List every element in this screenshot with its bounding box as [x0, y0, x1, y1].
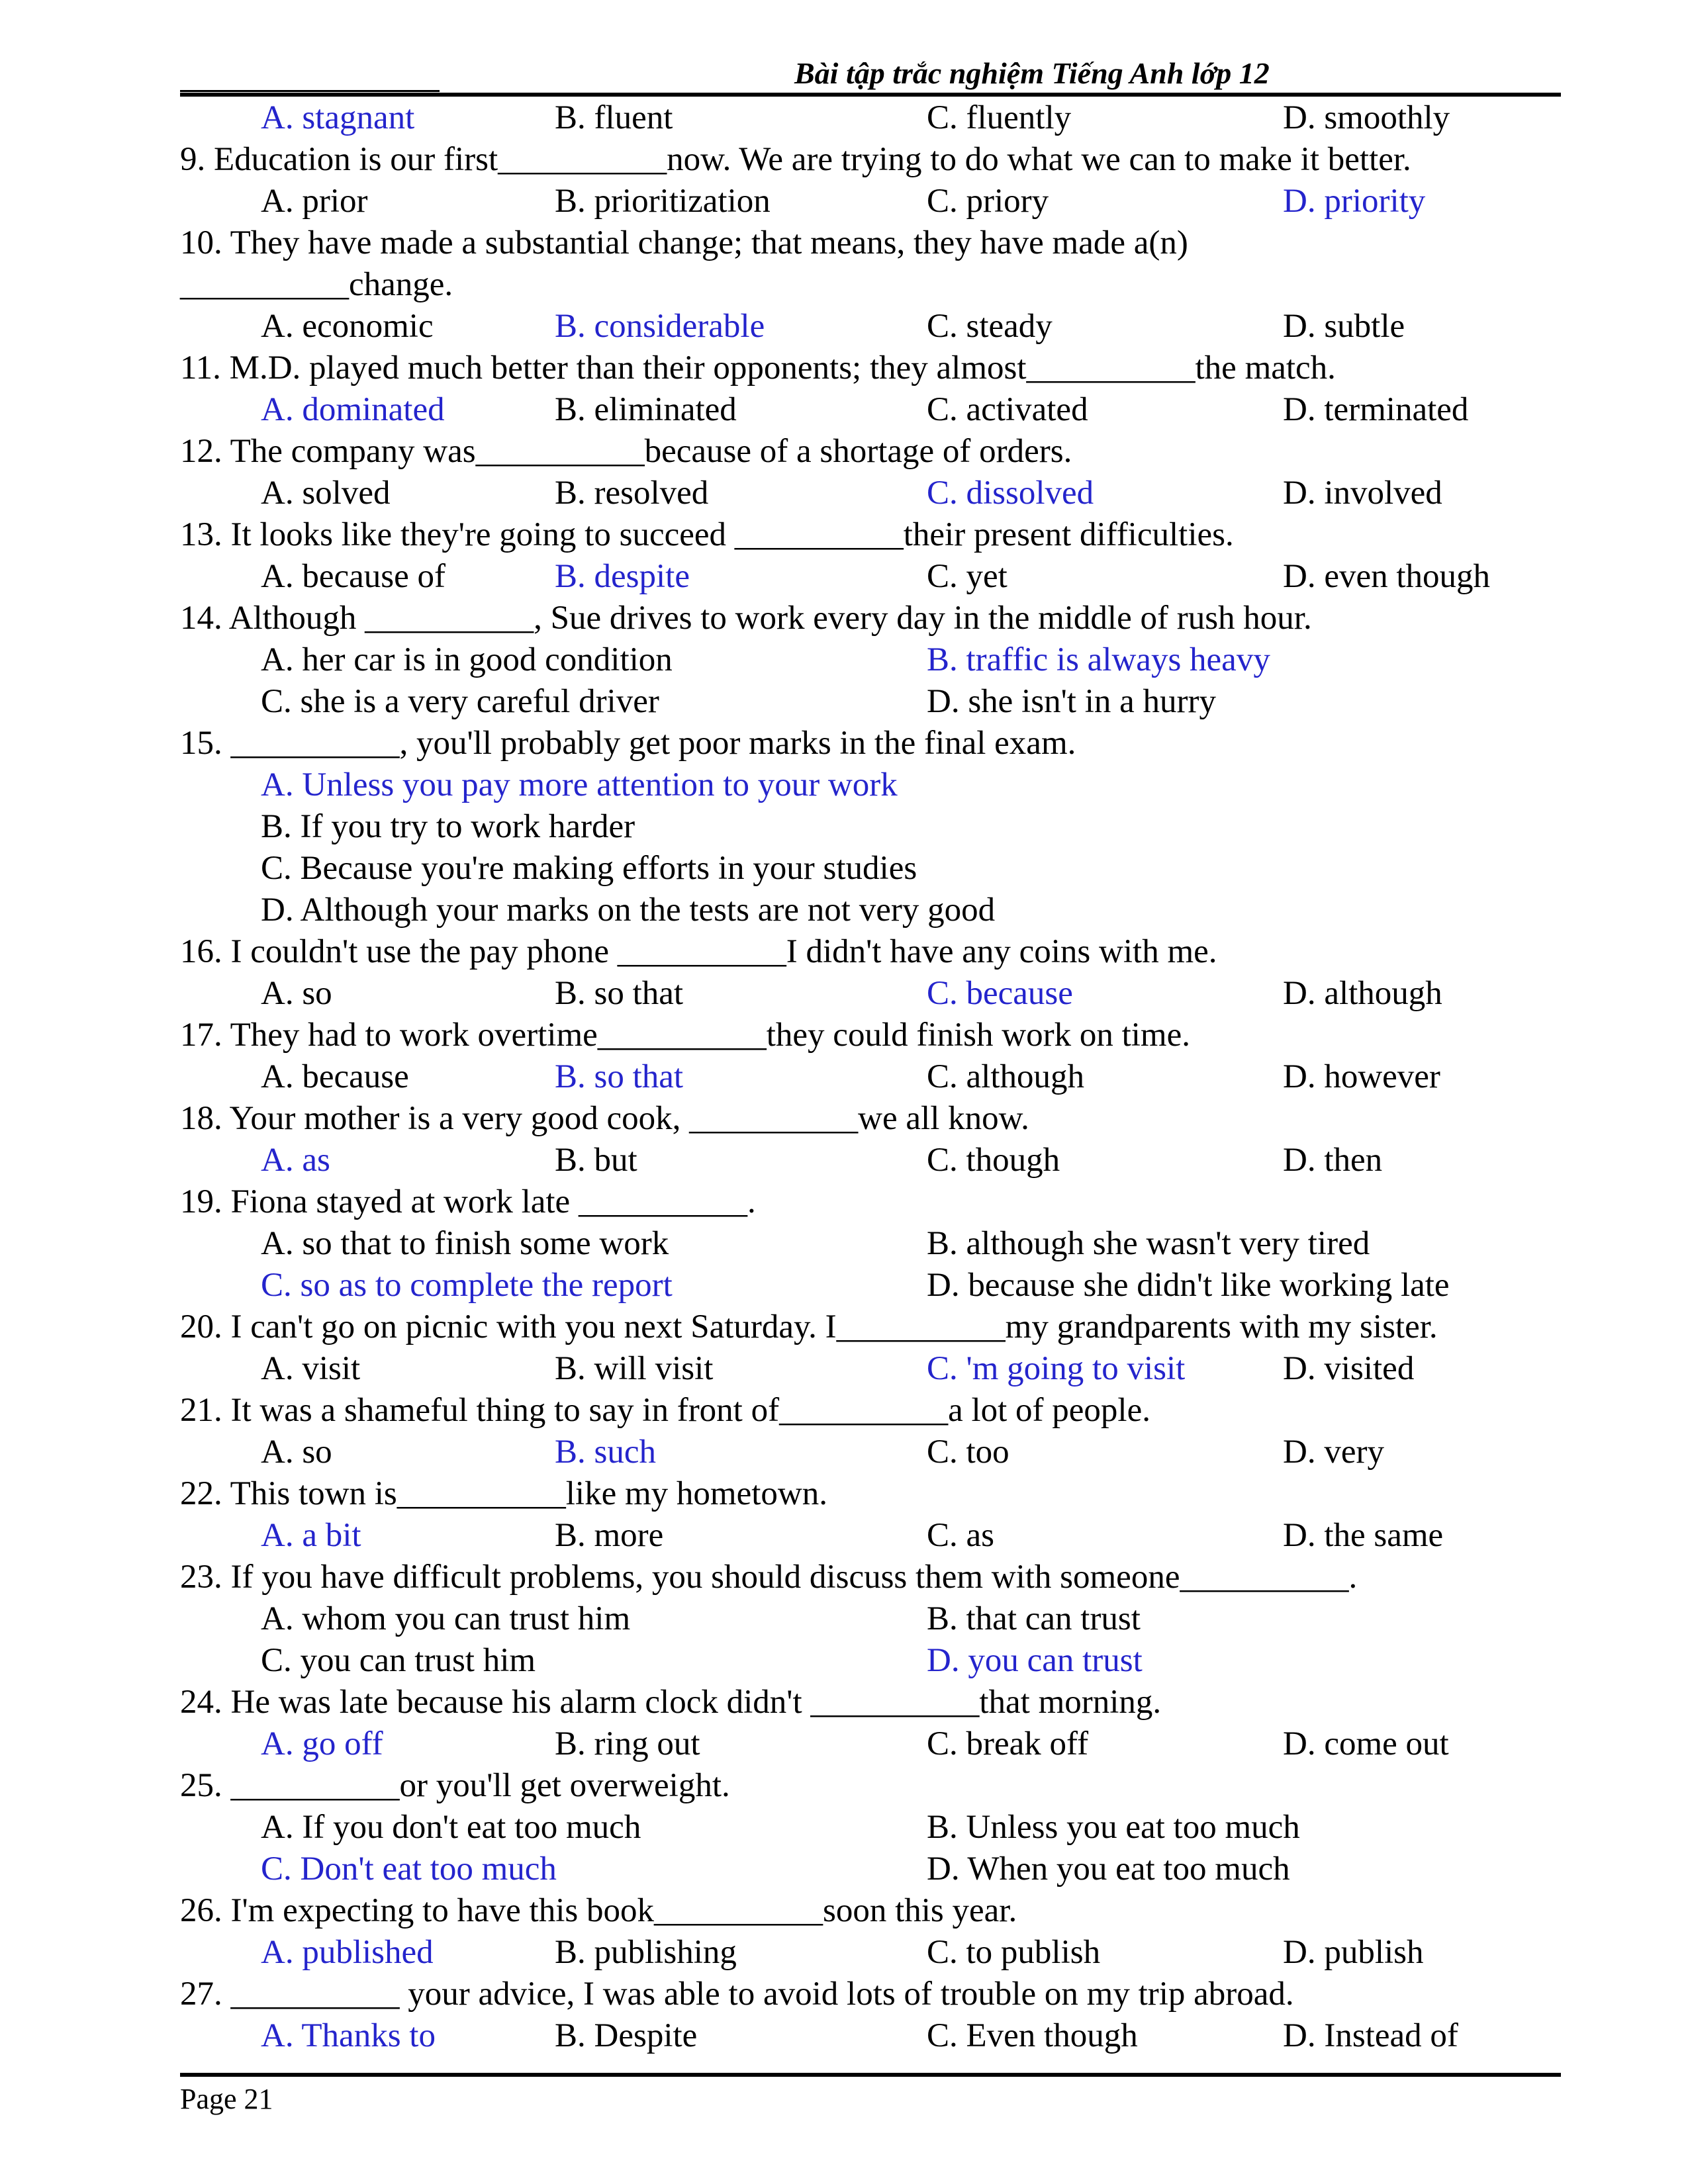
page-number: Page 21 — [180, 2083, 273, 2115]
answer-options-row — [180, 389, 1561, 431]
answer-option: C. priory — [927, 183, 1049, 220]
answer-options-row — [180, 1640, 1561, 1682]
answer-option: C. to publish — [927, 1934, 1101, 1971]
correct-answer-option: C. Don't eat too much — [261, 1850, 557, 1888]
answer-option: D. even though — [1283, 558, 1491, 595]
answer-option: C. as — [927, 1517, 994, 1554]
answer-option: C. yet — [927, 558, 1008, 595]
answer-option: B. but — [555, 1142, 637, 1179]
correct-answer-option: D. priority — [1283, 183, 1426, 220]
question-text: 17. They had to work overtime__________they could finish work on time. — [180, 1017, 1190, 1054]
question-line — [180, 1181, 1561, 1223]
answer-options-row — [180, 181, 1561, 222]
answer-option: B. publishing — [555, 1934, 737, 1971]
question-text: 10. They have made a substantial change; that means, they have made a(n) — [180, 224, 1188, 261]
answer-option: B. prioritization — [555, 183, 771, 220]
answer-option: C. though — [927, 1142, 1060, 1179]
question-text: 27. __________ your advice, I was able to avoid lots of trouble on my trip abroad. — [180, 1976, 1294, 2013]
answer-option: A. her car is in good condition — [261, 641, 673, 678]
answer-option: D. terminated — [1283, 391, 1469, 428]
answer-option: A. so — [261, 975, 332, 1012]
answer-option: B. fluent — [555, 99, 673, 136]
question-text: 21. It was a shameful thing to say in front of__________a lot of people. — [180, 1392, 1150, 1429]
answer-option: A. prior — [261, 183, 368, 220]
answer-options-row — [180, 1056, 1561, 1098]
question-text: __________change. — [180, 266, 453, 303]
correct-answer-option: C. so as to complete the report — [261, 1267, 673, 1304]
correct-answer-option: B. considerable — [555, 308, 765, 345]
question-text: 20. I can't go on picnic with you next Saturday. I__________my grandparents with my sister. — [180, 1308, 1438, 1345]
question-text: 26. I'm expecting to have this book__________soon this year. — [180, 1892, 1017, 1929]
answer-option: A. economic — [261, 308, 434, 345]
answer-options-row — [180, 473, 1561, 514]
question-line — [180, 1015, 1561, 1056]
correct-answer-option: A. Unless you pay more attention to your work — [261, 766, 898, 803]
question-text: 23. If you have difficult problems, you should discuss them with someone__________. — [180, 1559, 1358, 1596]
answer-option: C. fluently — [927, 99, 1072, 136]
answer-options-row — [180, 1348, 1561, 1390]
correct-answer-option: D. you can trust — [927, 1642, 1143, 1679]
correct-answer-option: A. stagnant — [261, 99, 415, 136]
answer-option: A. so that to finish some work — [261, 1225, 669, 1262]
answer-option: C. steady — [927, 308, 1053, 345]
question-line — [180, 1890, 1561, 1932]
answer-options-row — [180, 639, 1561, 681]
question-line — [180, 723, 1561, 764]
correct-answer-option: A. dominated — [261, 391, 445, 428]
footer-divider — [180, 2073, 1561, 2077]
answer-option: D. visited — [1283, 1350, 1415, 1387]
answer-options-row — [180, 1140, 1561, 1181]
question-text: 18. Your mother is a very good cook, __________we all know. — [180, 1100, 1029, 1137]
answer-option: D. Instead of — [1283, 2017, 1458, 2054]
question-line — [180, 514, 1561, 556]
correct-answer-option: A. as — [261, 1142, 330, 1179]
answer-option: A. whom you can trust him — [261, 1600, 631, 1637]
question-line — [180, 1974, 1561, 2015]
correct-answer-option: A. a bit — [261, 1517, 361, 1554]
answer-option: A. solved — [261, 475, 391, 512]
question-text: 9. Education is our first__________now. We are trying to do what we can to make it better. — [180, 141, 1411, 178]
question-text: 14. Although __________, Sue drives to work every day in the middle of rush hour. — [180, 600, 1312, 637]
correct-answer-option: C. 'm going to visit — [927, 1350, 1186, 1387]
answer-option: C. Because you're making efforts in your studies — [261, 850, 917, 887]
question-line — [180, 1306, 1561, 1348]
answer-options-row — [180, 1432, 1561, 1473]
question-line — [180, 1557, 1561, 1598]
correct-answer-option: B. despite — [555, 558, 690, 595]
question-line — [180, 222, 1561, 264]
answer-options-row — [180, 889, 1561, 931]
answer-option: D. very — [1283, 1433, 1384, 1471]
answer-option: B. although she wasn't very tired — [927, 1225, 1370, 1262]
answer-options-row — [180, 806, 1561, 848]
correct-answer-option: C. because — [927, 975, 1073, 1012]
answer-options-row — [180, 2015, 1561, 2057]
answer-option: A. because — [261, 1058, 409, 1095]
answer-option: B. If you try to work harder — [261, 808, 635, 845]
answer-options-row — [180, 1723, 1561, 1765]
correct-answer-option: A. published — [261, 1934, 434, 1971]
question-text: 12. The company was__________because of a shortage of orders. — [180, 433, 1072, 470]
answer-option: A. visit — [261, 1350, 361, 1387]
answer-option: C. break off — [927, 1725, 1089, 1762]
question-text: 15. __________, you'll probably get poor marks in the final exam. — [180, 725, 1076, 762]
correct-answer-option: B. traffic is always heavy — [927, 641, 1270, 678]
question-line — [180, 264, 1561, 306]
answer-option: A. because of — [261, 558, 445, 595]
answer-option: D. because she didn't like working late — [927, 1267, 1450, 1304]
answer-options-row — [180, 973, 1561, 1015]
question-line — [180, 1390, 1561, 1432]
answer-option: B. resolved — [555, 475, 709, 512]
question-line — [180, 1098, 1561, 1140]
answer-option: B. ring out — [555, 1725, 700, 1762]
answer-options-row — [180, 1515, 1561, 1557]
answer-option: B. will visit — [555, 1350, 714, 1387]
answer-option: D. involved — [1283, 475, 1442, 512]
question-text: 11. M.D. played much better than their opponents; they almost__________the match. — [180, 349, 1336, 387]
answer-option: B. Unless you eat too much — [927, 1809, 1300, 1846]
answer-option: D. smoothly — [1283, 99, 1450, 136]
answer-options-row — [180, 556, 1561, 598]
answer-option: C. she is a very careful driver — [261, 683, 659, 720]
question-text: 16. I couldn't use the pay phone __________I didn't have any coins with me. — [180, 933, 1217, 970]
answer-options-row — [180, 97, 1561, 139]
answer-option: C. activated — [927, 391, 1088, 428]
answer-option: D. subtle — [1283, 308, 1405, 345]
answer-options-row — [180, 1598, 1561, 1640]
answer-option: B. eliminated — [555, 391, 737, 428]
answer-option: C. Even though — [927, 2017, 1138, 2054]
answer-option: D. When you eat too much — [927, 1850, 1290, 1888]
question-line — [180, 931, 1561, 973]
answer-option: B. Despite — [555, 2017, 698, 2054]
correct-answer-option: A. go off — [261, 1725, 383, 1762]
answer-option: D. she isn't in a hurry — [927, 683, 1216, 720]
question-line — [180, 139, 1561, 181]
answer-option: A. so — [261, 1433, 332, 1471]
answer-options-row — [180, 1848, 1561, 1890]
answer-option: D. Although your marks on the tests are not very good — [261, 891, 996, 929]
correct-answer-option: B. so that — [555, 1058, 684, 1095]
answer-option: C. you can trust him — [261, 1642, 536, 1679]
exercise-list — [180, 97, 1561, 2057]
question-line — [180, 1682, 1561, 1723]
header-divider — [180, 93, 1561, 97]
header-underline — [180, 90, 440, 92]
answer-option: B. so that — [555, 975, 684, 1012]
correct-answer-option: A. Thanks to — [261, 2017, 436, 2054]
question-text: 25. __________or you'll get overweight. — [180, 1767, 730, 1804]
answer-option: A. If you don't eat too much — [261, 1809, 641, 1846]
answer-option: D. publish — [1283, 1934, 1424, 1971]
answer-option: D. however — [1283, 1058, 1440, 1095]
answer-option: D. the same — [1283, 1517, 1444, 1554]
correct-answer-option: C. dissolved — [927, 475, 1094, 512]
answer-option: B. that can trust — [927, 1600, 1141, 1637]
answer-options-row — [180, 681, 1561, 723]
answer-options-row — [180, 1223, 1561, 1265]
question-text: 22. This town is__________like my hometown. — [180, 1475, 827, 1512]
question-text: 13. It looks like they're going to succeed __________their present difficulties. — [180, 516, 1234, 553]
answer-option: D. then — [1283, 1142, 1383, 1179]
answer-options-row — [180, 1265, 1561, 1306]
answer-options-row — [180, 1932, 1561, 1974]
question-line — [180, 1473, 1561, 1515]
answer-option: C. too — [927, 1433, 1009, 1471]
answer-option: D. come out — [1283, 1725, 1449, 1762]
answer-option: B. more — [555, 1517, 664, 1554]
question-text: 24. He was late because his alarm clock didn't __________that morning. — [180, 1684, 1162, 1721]
question-line — [180, 347, 1561, 389]
correct-answer-option: B. such — [555, 1433, 656, 1471]
answer-options-row — [180, 848, 1561, 889]
question-text: 19. Fiona stayed at work late __________. — [180, 1183, 756, 1220]
answer-options-row — [180, 764, 1561, 806]
answer-option: C. although — [927, 1058, 1084, 1095]
answer-options-row — [180, 1807, 1561, 1848]
question-line — [180, 431, 1561, 473]
answer-options-row — [180, 306, 1561, 347]
question-line — [180, 1765, 1561, 1807]
answer-option: D. although — [1283, 975, 1442, 1012]
page-header-title: Bài tập trắc nghiệm Tiếng Anh lớp 12 — [794, 56, 1270, 90]
question-line — [180, 598, 1561, 639]
